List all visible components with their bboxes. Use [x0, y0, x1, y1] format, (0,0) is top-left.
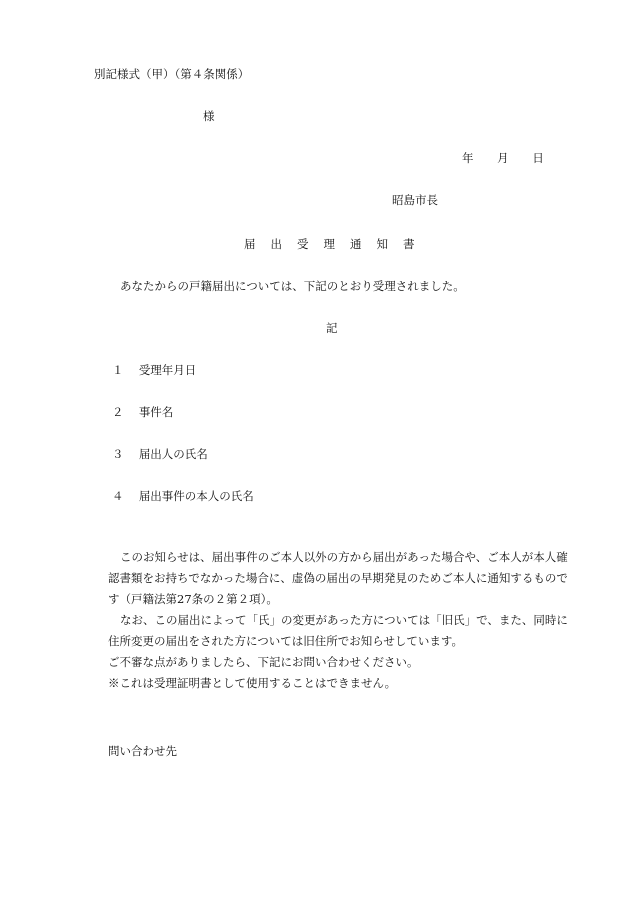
date-year: 年 [462, 151, 474, 165]
item-label: 届出人の氏名 [138, 447, 208, 461]
item-label: 受理年月日 [138, 363, 197, 377]
contact-label: 問い合わせ先 [108, 744, 177, 758]
item-number: ３ [112, 447, 124, 461]
list-item [112, 404, 173, 420]
date-day: 日 [532, 151, 544, 165]
note-paragraph-4: ※これは受理証明書として使用することはできません。 [108, 676, 397, 690]
item-number: １ [112, 363, 124, 377]
item-label: 事件名 [138, 405, 174, 419]
item-label: 届出事件の本人の氏名 [138, 489, 254, 503]
note-paragraph-3: ご不審な点がありましたら、下記にお問い合わせください。 [108, 655, 419, 669]
list-item [112, 446, 208, 462]
document-title: 届出受理通知書 [244, 237, 430, 251]
form-label: 別記様式（甲）（第４条関係） [94, 67, 250, 81]
list-item [112, 488, 254, 504]
ki-heading: 記 [326, 321, 338, 335]
item-number: ２ [112, 405, 124, 419]
date-line [462, 150, 564, 166]
intro-text: あなたからの戸籍届出については、下記のとおり受理されました。 [120, 279, 465, 293]
notes-block [108, 547, 573, 694]
date-month: 月 [497, 151, 509, 165]
note-paragraph-2: なお、この届出によって「氏」の変更があった方については「旧氏」で、また、同時に住所変更の届出をされた方については旧住所でお知らせしています。 [108, 613, 568, 648]
list-item [112, 362, 196, 378]
recipient-suffix: 様 [203, 109, 215, 123]
item-number: ４ [112, 489, 124, 503]
note-paragraph-1: このお知らせは、届出事件のご本人以外の方から届出があった場合や、ご本人が本人確認書類をお持ちでなかった場合に、虚偽の届出の早期発見のためご本人に通知するものです（戸籍法第27条の２第２項）。 [108, 550, 568, 606]
issuer: 昭島市長 [392, 193, 438, 207]
